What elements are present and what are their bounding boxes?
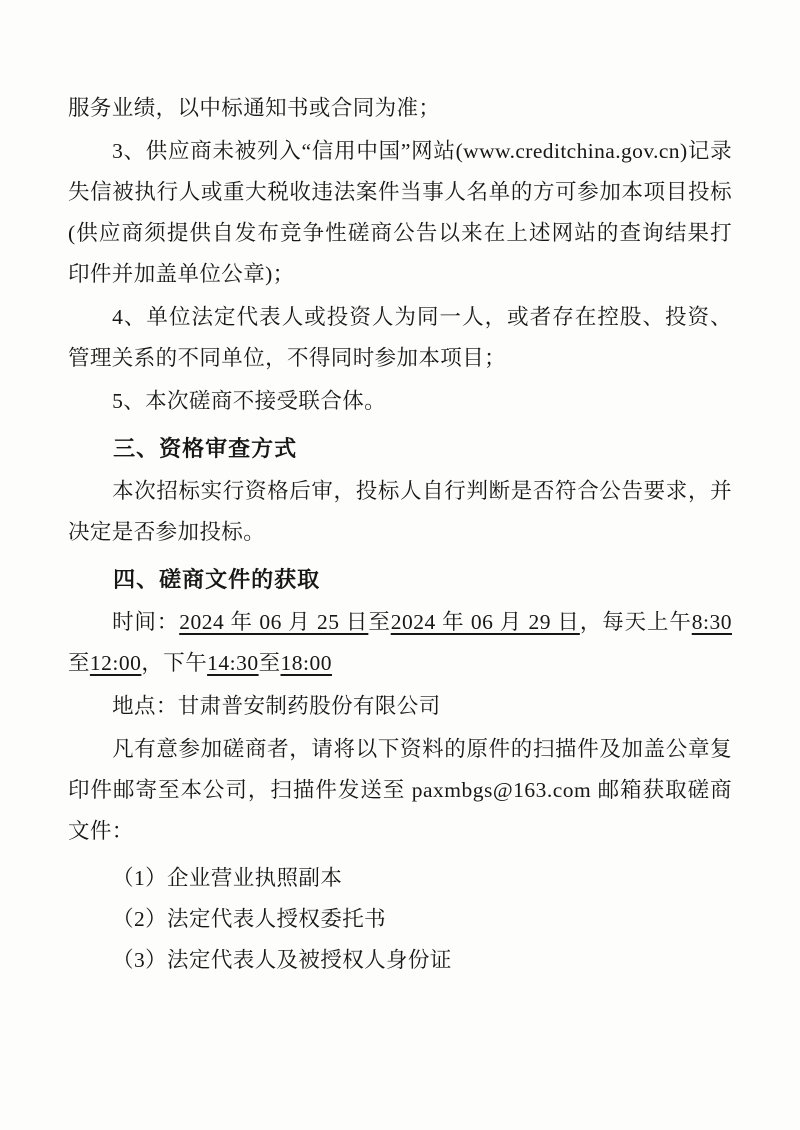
required-document-item: （1）企业营业执照副本 bbox=[112, 866, 343, 890]
time-pm-to: 至 bbox=[258, 651, 281, 675]
required-document-item: （3）法定代表人及被授权人身份证 bbox=[112, 948, 452, 972]
place-value: 甘肃普安制药股份有限公司 bbox=[177, 694, 441, 718]
instruction-pre: 凡有意参加磋商者，请将以下资料的原件的扫描件及加盖公章复印件邮寄至本公司，扫描件发送至 bbox=[68, 737, 732, 802]
contact-email: paxmbgs@163.com bbox=[411, 778, 592, 802]
paragraph-clause-5: 5、本次磋商不接受联合体。 bbox=[112, 389, 387, 413]
time-am-start: 8:30 bbox=[691, 610, 732, 634]
time-pm-end: 18:00 bbox=[280, 651, 332, 675]
time-to: 至 bbox=[368, 610, 391, 634]
paragraph-service-performance: 服务业绩，以中标通知书或合同为准； bbox=[68, 96, 441, 120]
time-label: 时间： bbox=[112, 610, 180, 634]
time-pm-start: 14:30 bbox=[207, 651, 259, 675]
document-body bbox=[68, 88, 732, 981]
time-am-end: 12:00 bbox=[89, 651, 142, 675]
section-heading-four: 四、磋商文件的获取 bbox=[113, 567, 321, 592]
section-heading-three: 三、资格审查方式 bbox=[113, 436, 298, 461]
section-four-place-line bbox=[68, 686, 732, 727]
time-daily-prefix: ，每天上午 bbox=[579, 610, 692, 634]
instruction-post: 邮箱获取磋商文件： bbox=[68, 778, 732, 843]
place-label: 地点： bbox=[112, 694, 178, 718]
required-document-item: （2）法定代表人授权委托书 bbox=[112, 907, 387, 931]
paragraph-clause-3: 3、供应商未被列入“信用中国”网站(www.creditchina.gov.cn)记录失信被执行人或重大税收违法案件当事人名单的方可参加本项目投标(供应商须提供自发布竞争性磋商公告以来在上述网站的查询结果打印件并加盖单位公章)； bbox=[68, 139, 732, 286]
time-pm-prefix: ，下午 bbox=[141, 651, 208, 675]
section-three-body: 本次招标实行资格后审，投标人自行判断是否符合公告要求，并决定是否参加投标。 bbox=[68, 479, 732, 544]
time-start: 2024 年 06 月 25 日 bbox=[179, 610, 369, 634]
section-four-instruction bbox=[68, 729, 732, 852]
time-end: 2024 年 06 月 29 日 bbox=[390, 610, 580, 634]
paragraph-clause-4: 4、单位法定代表人或投资人为同一人，或者存在控股、投资、管理关系的不同单位，不得同时参加本项目； bbox=[68, 305, 732, 370]
section-four-time-line bbox=[68, 602, 732, 684]
time-am-to: 至 bbox=[68, 651, 90, 675]
